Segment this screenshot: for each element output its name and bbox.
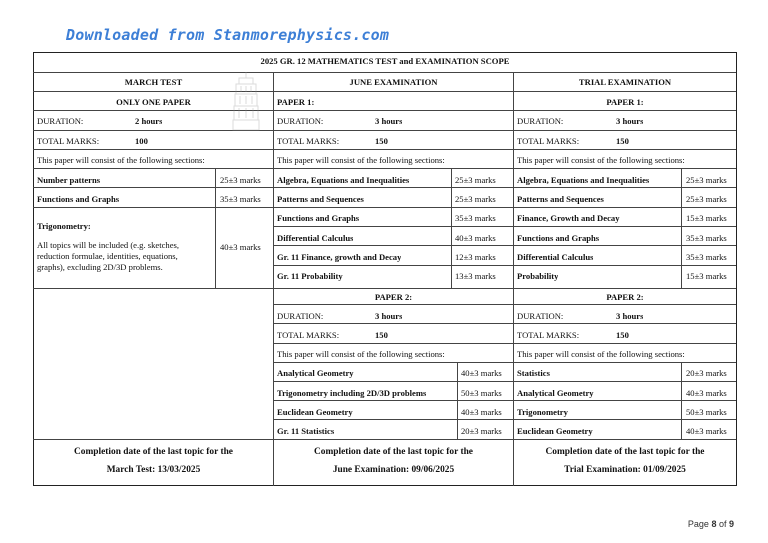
june-p1-topic-name: Differential Calculus xyxy=(277,233,354,243)
trial-p1-duration-label: DURATION: xyxy=(517,116,564,126)
grid-hline xyxy=(273,439,736,440)
june-p1-topic-marks: 25±3 marks xyxy=(455,175,496,185)
grid-hline xyxy=(33,110,736,111)
trial-p2-duration-label: DURATION: xyxy=(517,311,564,321)
june-p1-topic-marks: 13±3 marks xyxy=(455,271,496,281)
trial-p1-topic-marks: 35±3 marks xyxy=(686,252,727,262)
june-completion-line: Completion date of the last topic for the xyxy=(314,447,473,457)
june-p2-topic-name: Analytical Geometry xyxy=(277,368,354,378)
trial-p1-duration: 3 hours xyxy=(616,116,644,126)
june-completion-date: June Examination: 09/06/2025 xyxy=(332,465,455,475)
june-p1-marks-label: TOTAL MARKS: xyxy=(277,136,340,146)
trial-p2-topic-marks: 40±3 marks xyxy=(686,426,727,436)
march-duration-label: DURATION: xyxy=(37,116,84,126)
march-topic-name: Functions and Graphs xyxy=(37,194,120,204)
trial-p1-topic-marks: 25±3 marks xyxy=(686,175,727,185)
trial-p1-topic-name: Finance, Growth and Decay xyxy=(517,213,620,223)
june-p2-marks-label: TOTAL MARKS: xyxy=(277,330,340,340)
grid-vline xyxy=(451,168,452,288)
june-heading: JUNE EXAMINATION xyxy=(349,77,438,87)
grid-vline xyxy=(513,72,514,486)
grid-hline xyxy=(33,91,736,92)
grid-hline xyxy=(33,187,273,188)
trial-completion-date: Trial Examination: 01/09/2025 xyxy=(564,465,686,475)
trial-p2-marks: 150 xyxy=(616,330,629,340)
march-trig-note-line: reduction formulae, identities, equations, xyxy=(37,251,178,261)
trial-p1-topic-name: Patterns and Sequences xyxy=(517,194,604,204)
page-number xyxy=(688,519,734,529)
trial-p1-sections-intro: This paper will consist of the following sections: xyxy=(517,155,685,165)
page-prefix: Page xyxy=(687,519,712,529)
march-sections-intro: This paper will consist of the following sections: xyxy=(37,155,205,165)
june-p2-duration: 3 hours xyxy=(375,311,403,321)
march-trig-note-line: graphs), excluding 2D/3D problems. xyxy=(37,262,163,272)
trial-paper1-label: PAPER 1: xyxy=(606,97,644,107)
trial-p2-topic-marks: 50±3 marks xyxy=(686,407,727,417)
trial-p1-topic-marks: 25±3 marks xyxy=(686,194,727,204)
page-mid: of xyxy=(716,519,729,529)
june-p2-topic-marks: 20±3 marks xyxy=(461,426,502,436)
trial-p2-topic-marks: 20±3 marks xyxy=(686,368,727,378)
june-p2-topic-name: Euclidean Geometry xyxy=(277,407,353,417)
march-marks-label: TOTAL MARKS: xyxy=(37,136,100,146)
grid-hline xyxy=(273,245,736,246)
grid-hline xyxy=(273,187,736,188)
march-paper-label: ONLY ONE PAPER xyxy=(116,97,191,107)
grid-hline xyxy=(33,149,736,150)
trial-p1-topic-name: Differential Calculus xyxy=(517,252,594,262)
march-topic-marks: 35±3 marks xyxy=(220,194,261,204)
grid-vline xyxy=(215,168,216,288)
grid-hline xyxy=(33,130,736,131)
trial-p1-marks-label: TOTAL MARKS: xyxy=(517,136,580,146)
june-p1-topic-marks: 40±3 marks xyxy=(455,233,496,243)
march-trig-note-line: All topics will be included (e.g. sketches, xyxy=(37,240,180,250)
trial-p1-topic-marks: 15±3 marks xyxy=(686,213,727,223)
june-paper1-label: PAPER 1: xyxy=(277,97,315,107)
grid-vline xyxy=(457,362,458,439)
grid-vline xyxy=(273,72,274,486)
grid-hline xyxy=(273,226,736,227)
june-p1-duration-label: DURATION: xyxy=(277,116,324,126)
march-topic-marks: 40±3 marks xyxy=(220,242,261,252)
march-topic-marks: 25±3 marks xyxy=(220,175,261,185)
june-p2-topic-marks: 50±3 marks xyxy=(461,388,502,398)
grid-hline xyxy=(273,400,736,401)
june-p1-duration: 3 hours xyxy=(375,116,403,126)
june-p2-duration-label: DURATION: xyxy=(277,311,324,321)
grid-hline xyxy=(33,72,736,73)
trial-heading: TRIAL EXAMINATION xyxy=(578,77,672,87)
trial-completion-line: Completion date of the last topic for the xyxy=(545,447,705,457)
march-marks: 100 xyxy=(135,136,148,146)
march-completion-date: March Test: 13/03/2025 xyxy=(106,465,201,475)
june-p1-sections-intro: This paper will consist of the following sections: xyxy=(277,155,445,165)
june-p1-topic-name: Functions and Graphs xyxy=(277,213,360,223)
june-p2-topic-name: Gr. 11 Statistics xyxy=(277,426,335,436)
june-p2-topic-marks: 40±3 marks xyxy=(461,407,502,417)
grid-hline xyxy=(273,304,736,305)
june-p2-sections-intro: This paper will consist of the following sections: xyxy=(277,349,445,359)
june-p1-topic-name: Algebra, Equations and Inequalities xyxy=(277,175,410,185)
june-p2-topic-marks: 40±3 marks xyxy=(461,368,502,378)
trial-p2-duration: 3 hours xyxy=(616,311,644,321)
june-p1-topic-marks: 25±3 marks xyxy=(455,194,496,204)
trial-p1-topic-marks: 15±3 marks xyxy=(686,271,727,281)
trial-p2-topic-name: Euclidean Geometry xyxy=(517,426,593,436)
march-topic-name: Trigonometry: xyxy=(37,221,91,231)
trial-p2-marks-label: TOTAL MARKS: xyxy=(517,330,580,340)
trial-p1-topic-name: Functions and Graphs xyxy=(517,233,600,243)
june-p1-topic-name: Gr. 11 Finance, growth and Decay xyxy=(277,252,402,262)
grid-hline xyxy=(273,207,736,208)
march-duration: 2 hours xyxy=(135,116,163,126)
page-total: 9 xyxy=(728,519,734,529)
june-p1-topic-name: Patterns and Sequences xyxy=(277,194,364,204)
june-p1-topic-marks: 35±3 marks xyxy=(455,213,496,223)
grid-hline xyxy=(273,362,736,363)
march-completion-line: Completion date of the last topic for the xyxy=(74,447,233,457)
grid-hline xyxy=(33,207,273,208)
june-p2-marks: 150 xyxy=(375,330,388,340)
trial-p1-marks: 150 xyxy=(616,136,629,146)
page-current: 8 xyxy=(711,519,717,529)
trial-p2-topic-name: Statistics xyxy=(517,368,550,378)
trial-paper2-label: PAPER 2: xyxy=(606,292,644,302)
trial-p1-topic-marks: 35±3 marks xyxy=(686,233,727,243)
trial-p2-sections-intro: This paper will consist of the following sections: xyxy=(517,349,685,359)
grid-hline xyxy=(33,288,736,289)
grid-hline xyxy=(33,439,273,440)
june-p1-topic-name: Gr. 11 Probability xyxy=(277,271,343,281)
grid-hline xyxy=(33,168,736,169)
march-heading: MARCH TEST xyxy=(124,77,183,87)
page-title: 2025 GR. 12 MATHEMATICS TEST and EXAMINATION SCOPE xyxy=(260,56,510,66)
june-paper2-label: PAPER 2: xyxy=(374,292,413,302)
grid-hline xyxy=(273,343,736,344)
source-banner: Downloaded from Stanmorephysics.com xyxy=(66,26,390,44)
grid-hline xyxy=(273,419,736,420)
trial-p2-topic-name: Analytical Geometry xyxy=(517,388,594,398)
june-p1-marks: 150 xyxy=(375,136,388,146)
trial-p1-topic-name: Probability xyxy=(517,271,559,281)
june-p1-topic-marks: 12±3 marks xyxy=(455,252,496,262)
march-topic-name: Number patterns xyxy=(37,175,101,185)
grid-hline xyxy=(273,265,736,266)
grid-vline xyxy=(681,168,682,288)
trial-p1-topic-name: Algebra, Equations and Inequalities xyxy=(517,175,650,185)
grid-hline xyxy=(273,323,736,324)
june-p2-topic-name: Trigonometry including 2D/3D problems xyxy=(277,388,427,398)
trial-p2-topic-marks: 40±3 marks xyxy=(686,388,727,398)
trial-p2-topic-name: Trigonometry xyxy=(517,407,568,417)
grid-hline xyxy=(273,381,736,382)
grid-vline xyxy=(681,362,682,439)
